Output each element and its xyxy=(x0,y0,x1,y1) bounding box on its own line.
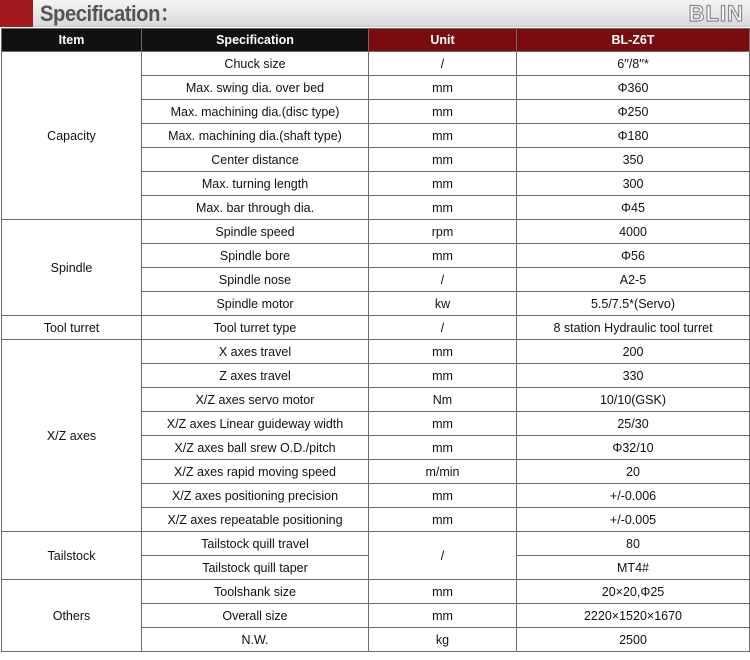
spec-name: Overall size xyxy=(142,604,369,628)
spec-value: 6′′/8′′* xyxy=(517,52,750,76)
column-header-unit: Unit xyxy=(369,29,517,52)
spec-name: Spindle speed xyxy=(142,220,369,244)
spec-value: 4000 xyxy=(517,220,750,244)
spec-name: Spindle bore xyxy=(142,244,369,268)
spec-name: Center distance xyxy=(142,148,369,172)
spec-unit: mm xyxy=(369,196,517,220)
spec-name: X/Z axes Linear guideway width xyxy=(142,412,369,436)
spec-name: X/Z axes ball srew O.D./pitch xyxy=(142,436,369,460)
spec-value: +/-0.006 xyxy=(517,484,750,508)
brand-logo: BLIN xyxy=(688,1,744,26)
group-label-spindle: Spindle xyxy=(2,220,142,316)
table-header-row xyxy=(2,29,750,52)
spec-name: X/Z axes repeatable positioning xyxy=(142,508,369,532)
spec-header-bar xyxy=(0,0,750,27)
spec-unit: mm xyxy=(369,76,517,100)
spec-name: Tailstock quill taper xyxy=(142,556,369,580)
spec-unit: mm xyxy=(369,172,517,196)
spec-name: X/Z axes servo motor xyxy=(142,388,369,412)
spec-value: 300 xyxy=(517,172,750,196)
table-row xyxy=(2,52,750,76)
spec-unit: mm xyxy=(369,364,517,388)
spec-unit: / xyxy=(369,268,517,292)
spec-name: Toolshank size xyxy=(142,580,369,604)
spec-name: Spindle motor xyxy=(142,292,369,316)
spec-table xyxy=(1,28,750,652)
spec-value: Φ180 xyxy=(517,124,750,148)
spec-name: X axes travel xyxy=(142,340,369,364)
spec-unit: kw xyxy=(369,292,517,316)
table-row xyxy=(2,580,750,604)
spec-unit: mm xyxy=(369,340,517,364)
spec-value: 330 xyxy=(517,364,750,388)
spec-unit: mm xyxy=(369,508,517,532)
spec-name: Chuck size xyxy=(142,52,369,76)
page-title: Specification： xyxy=(40,1,180,26)
spec-name: X/Z axes rapid moving speed xyxy=(142,460,369,484)
spec-unit: mm xyxy=(369,244,517,268)
spec-unit: mm xyxy=(369,580,517,604)
group-label-others: Others xyxy=(2,580,142,652)
spec-unit: / xyxy=(369,52,517,76)
table-row xyxy=(2,220,750,244)
spec-value: 350 xyxy=(517,148,750,172)
spec-value: 5.5/7.5*(Servo) xyxy=(517,292,750,316)
spec-value: 10/10(GSK) xyxy=(517,388,750,412)
group-label-capacity: Capacity xyxy=(2,52,142,220)
spec-value: 200 xyxy=(517,340,750,364)
spec-unit: m/min xyxy=(369,460,517,484)
spec-name: Spindle nose xyxy=(142,268,369,292)
group-label-xz-axes: X/Z axes xyxy=(2,340,142,532)
spec-value: 20 xyxy=(517,460,750,484)
spec-value: Φ56 xyxy=(517,244,750,268)
spec-unit: mm xyxy=(369,148,517,172)
spec-value: 20×20,Φ25 xyxy=(517,580,750,604)
spec-name: N.W. xyxy=(142,628,369,652)
spec-unit: kg xyxy=(369,628,517,652)
table-row xyxy=(2,316,750,340)
spec-value: 2500 xyxy=(517,628,750,652)
spec-name: Max. turning length xyxy=(142,172,369,196)
column-header-spec: Specification xyxy=(142,29,369,52)
spec-unit: / xyxy=(369,532,517,580)
spec-value: Φ250 xyxy=(517,100,750,124)
spec-name: Max. swing dia. over bed xyxy=(142,76,369,100)
spec-value: 80 xyxy=(517,532,750,556)
spec-unit: Nm xyxy=(369,388,517,412)
spec-unit: / xyxy=(369,316,517,340)
spec-value: A2-5 xyxy=(517,268,750,292)
spec-name: Tailstock quill travel xyxy=(142,532,369,556)
column-header-item: Item xyxy=(2,29,142,52)
column-header-model: BL-Z6T xyxy=(517,29,750,52)
spec-value: Φ360 xyxy=(517,76,750,100)
spec-name: Max. machining dia.(disc type) xyxy=(142,100,369,124)
spec-unit: rpm xyxy=(369,220,517,244)
header-accent-block xyxy=(0,0,33,27)
spec-name: X/Z axes positioning precision xyxy=(142,484,369,508)
spec-value: 25/30 xyxy=(517,412,750,436)
table-row xyxy=(2,532,750,556)
spec-value: 8 station Hydraulic tool turret xyxy=(517,316,750,340)
spec-name: Max. bar through dia. xyxy=(142,196,369,220)
group-label-tool-turret: Tool turret xyxy=(2,316,142,340)
spec-value: Φ32/10 xyxy=(517,436,750,460)
spec-unit: mm xyxy=(369,124,517,148)
table-row xyxy=(2,340,750,364)
spec-unit: mm xyxy=(369,100,517,124)
group-label-tailstock: Tailstock xyxy=(2,532,142,580)
spec-unit: mm xyxy=(369,436,517,460)
spec-value: +/-0.005 xyxy=(517,508,750,532)
spec-unit: mm xyxy=(369,604,517,628)
spec-name: Tool turret type xyxy=(142,316,369,340)
spec-unit: mm xyxy=(369,412,517,436)
spec-value: Φ45 xyxy=(517,196,750,220)
spec-value: MT4# xyxy=(517,556,750,580)
spec-unit: mm xyxy=(369,484,517,508)
spec-value: 2220×1520×1670 xyxy=(517,604,750,628)
spec-name: Z axes travel xyxy=(142,364,369,388)
spec-name: Max. machining dia.(shaft type) xyxy=(142,124,369,148)
